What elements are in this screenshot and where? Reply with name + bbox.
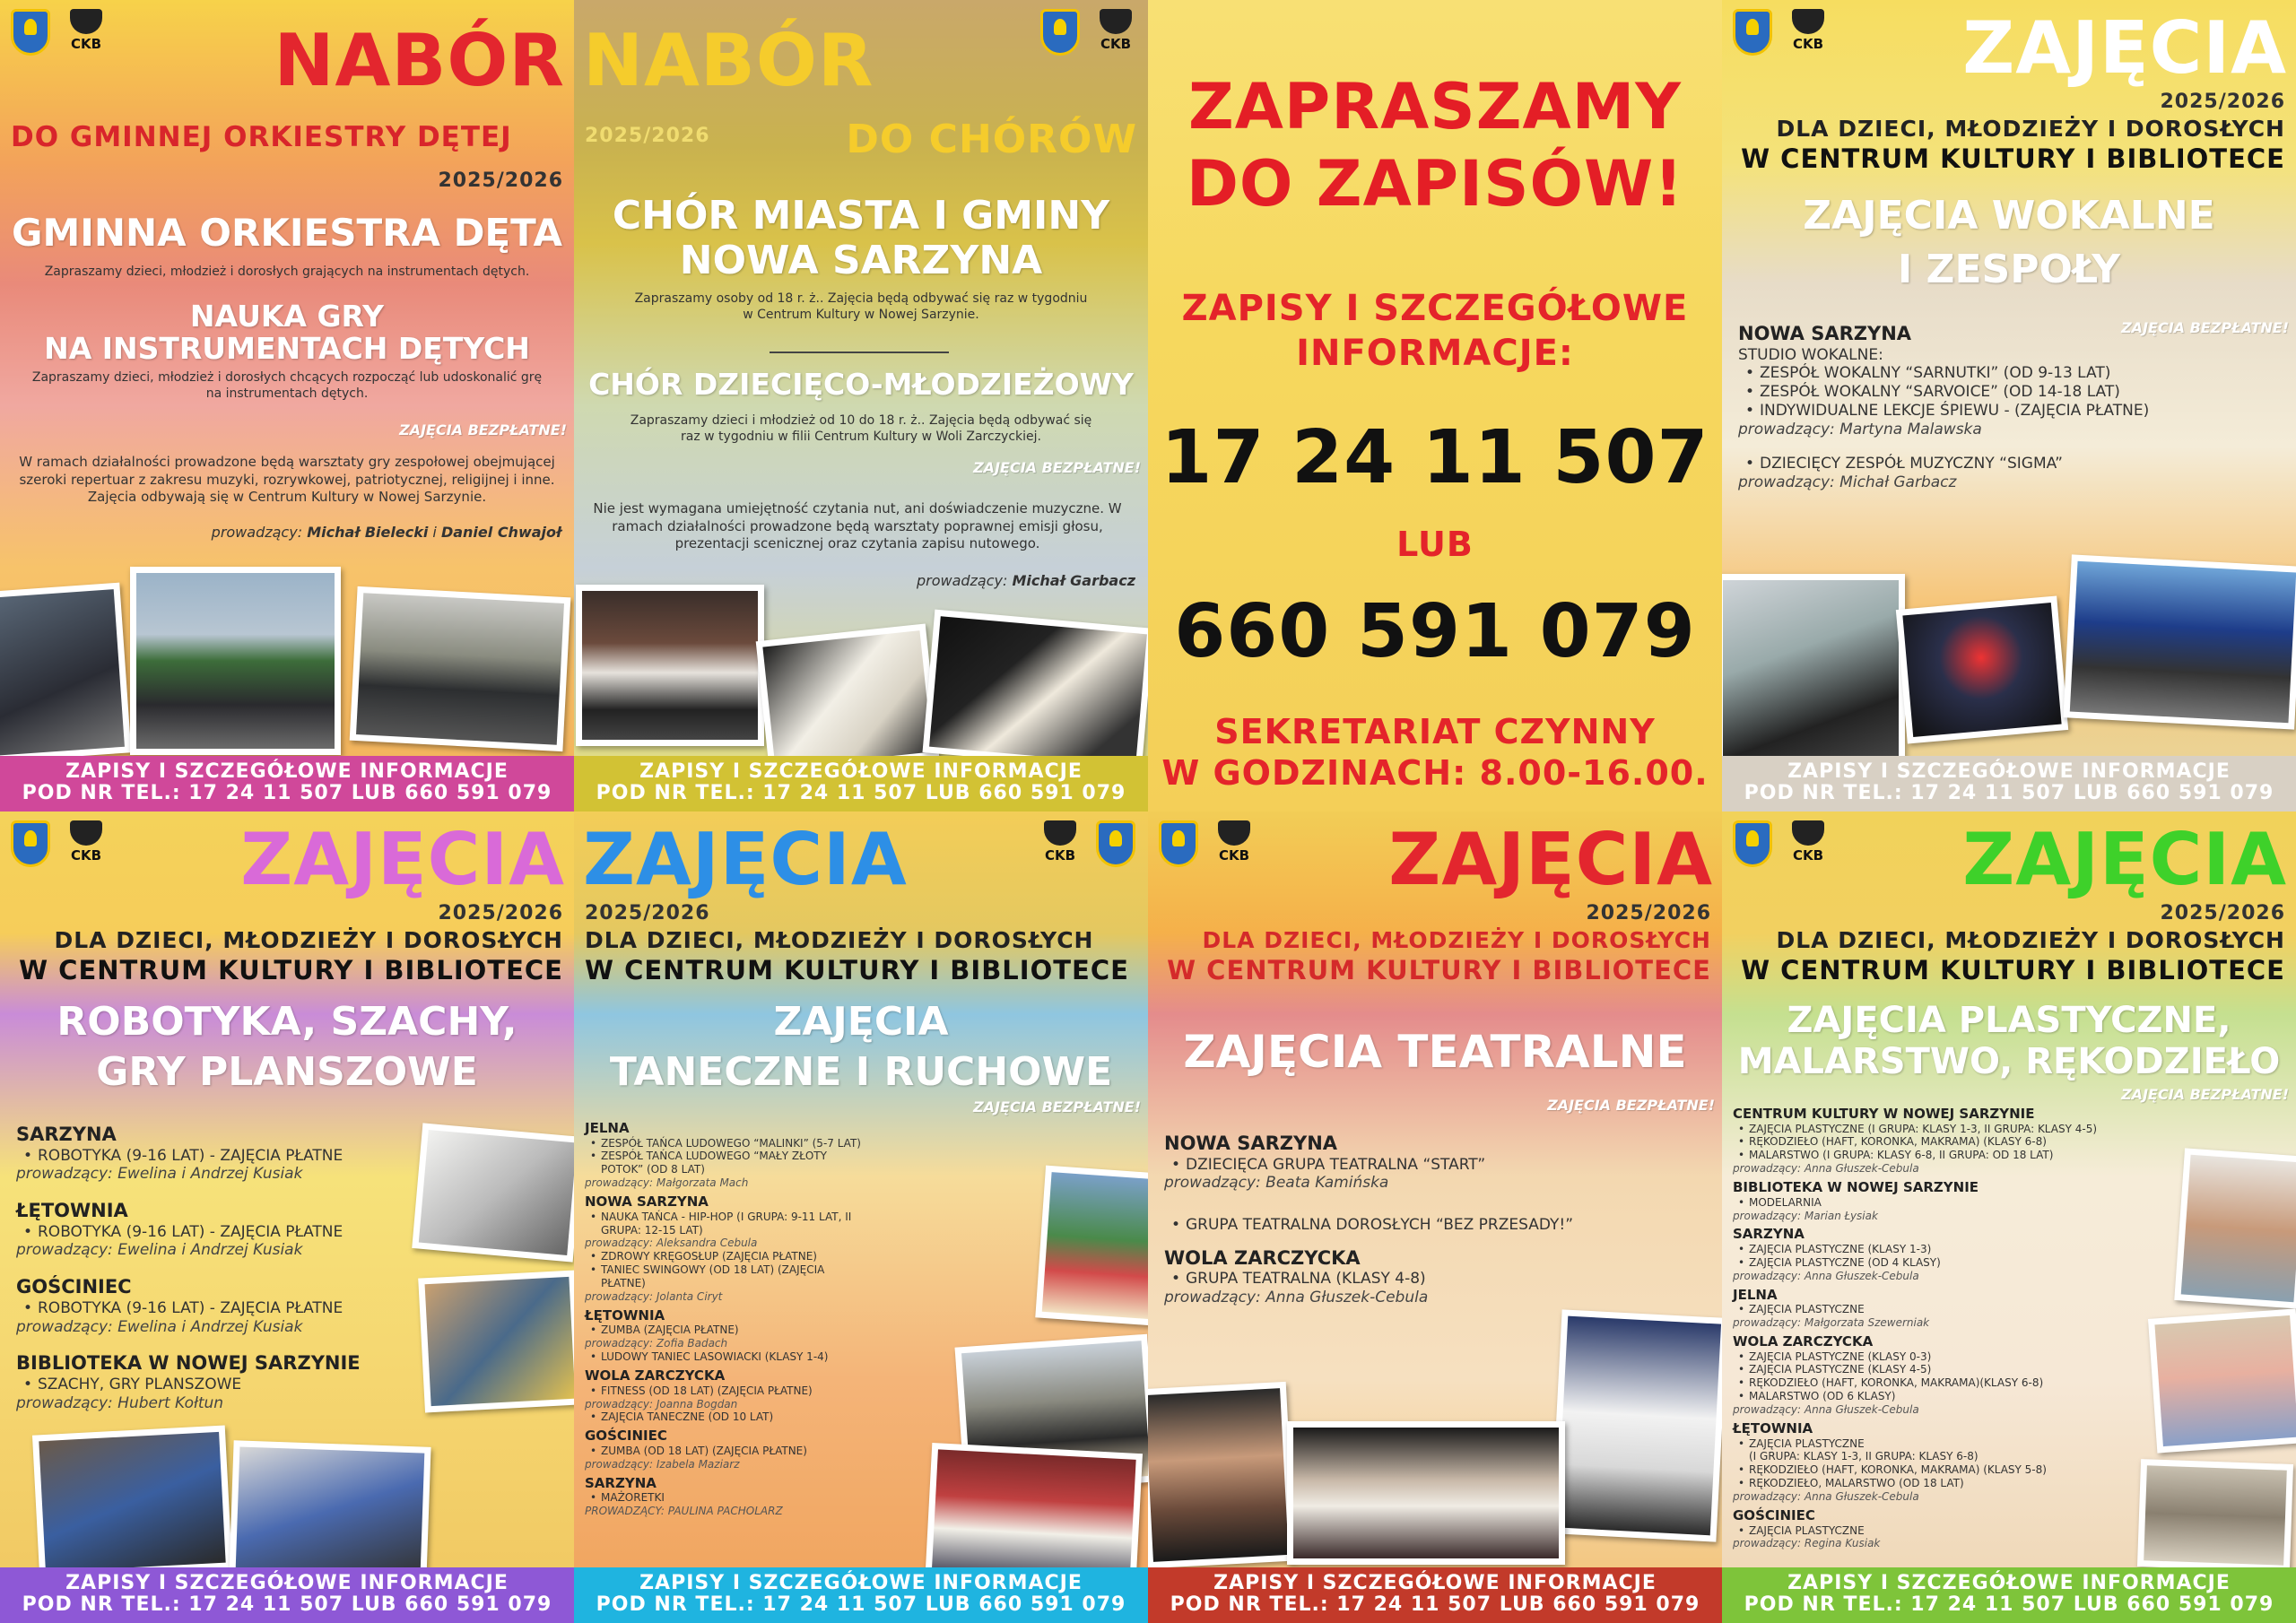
list-item: • ZAJĘCIA PLASTYCZNE	[1733, 1524, 2145, 1538]
place-heading: NOWA SARZYNA	[1738, 323, 1912, 344]
year: 2025/2026	[585, 902, 710, 924]
choir1-title2: NOWA SARZYNA	[679, 238, 1043, 283]
list-item: • TANIEC SWINGOWY (OD 18 LAT) (ZAJĘCIA PŁATNE)	[585, 1263, 872, 1290]
lead-text: prowadzący: Izabela Maziarz	[585, 1457, 740, 1471]
footer	[574, 1567, 1148, 1623]
band-title1: ZAJĘCIA WOKALNE	[1803, 193, 2215, 239]
footer-line2: POD NR TEL.: 17 24 11 507 LUB 660 591 079	[22, 782, 552, 805]
subtitle2: W CENTRUM KULTURY I BIBLIOTECE	[19, 955, 563, 985]
free-label: ZAJĘCIA BEZPŁATNE!	[973, 1098, 1141, 1115]
footer-line1: ZAPISY I SZCZEGÓŁOWE INFORMACJE	[1787, 1572, 2231, 1594]
dance-list	[585, 1116, 872, 1518]
year: 2025/2026	[585, 125, 710, 147]
lead-text: prowadzący: Anna Głuszek-Cebula	[1733, 1269, 1919, 1282]
poster-vocal	[1722, 0, 2296, 812]
list-item: • DZIECIĘCA GRUPA TEATRALNA “START”	[1164, 1156, 1573, 1175]
subtitle2: W CENTRUM KULTURY I BIBLIOTECE	[1741, 955, 2285, 985]
body-text: Nie jest wymagana umiejętność czytania nut, ani doświadczenie muzyczne. W ramach działalności prowadzone będą warsztaty poprawnej emisji głosu, prezentacji scenicznej oraz czytania zapisu nutowego.	[593, 500, 1122, 551]
poster-dance	[574, 812, 1148, 1623]
logos	[11, 820, 106, 867]
lead-text: prowadzący: Regina Kusiak	[1733, 1537, 1881, 1550]
page-title: ZAJĘCIA	[1962, 6, 2287, 90]
ckb-logo: CKB	[1096, 9, 1135, 56]
photo	[1287, 1421, 1565, 1565]
page-title: ZAJĘCIA	[240, 818, 565, 901]
body-text: W ramach działalności prowadzone będą warsztaty gry zespołowej obejmującej szeroki repertuar z zakresu muzyki, rozrywkowej, patriotycznej, religijnej i inne. Zajęcia odbywają się w Centrum Kultury w Nowej Sarzynie.	[19, 454, 555, 505]
ckb-logo: CKB	[1040, 820, 1080, 867]
crest-logo	[11, 9, 50, 56]
list-item: • ZESPÓŁ WOKALNY “SARVOICE” (OD 14-18 LAT)	[1738, 383, 2149, 402]
lead-text: prowadzący: Ewelina i Andrzej Kusiak	[16, 1165, 303, 1184]
lead-text: prowadzący: Aleksandra Cebula	[585, 1237, 758, 1250]
photo	[32, 1425, 232, 1578]
list-item: • RĘKODZIEŁO (HAFT, KORONKA, MAKRAMA)(KLASY 6-8)	[1733, 1376, 2145, 1390]
list-item: (I GRUPA: KLASY 1-3, II GRUPA: KLASY 6-8)	[1749, 1450, 1979, 1463]
choir1-text: Zapraszamy osoby od 18 r. ż.. Zajęcia będą odbywać się raz w tygodniu w Centrum Kultury w Nowej Sarzynie.	[634, 291, 1088, 323]
poster-invite	[1148, 0, 1722, 812]
lead-name: Michał Garbacz	[1012, 572, 1135, 589]
free-label: ZAJĘCIA BEZPŁATNE!	[399, 421, 567, 438]
year: 2025/2026	[438, 169, 563, 192]
list-item: • SZACHY, GRY PLANSZOWE	[16, 1376, 361, 1394]
ckb-logo: CKB	[1788, 9, 1828, 56]
place-heading: JELNA	[1733, 1286, 1778, 1303]
list-item: • RĘKODZIEŁO (HAFT, KORONKA, MAKRAMA) (KLASY 5-8)	[1733, 1463, 2145, 1477]
or-label: LUB	[1396, 525, 1474, 564]
place-heading: SARZYNA	[585, 1474, 657, 1491]
section-title: GMINNA ORKIESTRA DĘTA	[11, 211, 563, 255]
list-item: • MALARSTWO (OD 6 KLASY)	[1733, 1390, 2145, 1403]
section2-title2: NA INSTRUMENTACH DĘTYCH	[44, 331, 530, 366]
footer-line2: POD NR TEL.: 17 24 11 507 LUB 660 591 079	[22, 1593, 552, 1617]
year: 2025/2026	[1586, 902, 1711, 924]
subtitle1: DLA DZIECI, MŁODZIEŻY I DOROSŁYCH	[585, 927, 1094, 953]
list-item: • ROBOTYKA (9-16 LAT) - ZAJĘCIA PŁATNE	[16, 1223, 361, 1242]
page-title: NABÓR	[274, 19, 565, 102]
list-item: • MALARSTWO (I GRUPA: KLASY 6-8, II GRUPA: OD 18 LAT)	[1733, 1149, 2145, 1162]
list-item: • DZIECIĘCY ZESPÓŁ MUZYCZNY “SIGMA”	[1738, 455, 2149, 473]
photo	[2174, 1148, 2296, 1308]
photo	[1148, 1382, 1295, 1568]
footer	[1722, 756, 2296, 812]
list-item: • ROBOTYKA (9-16 LAT) - ZAJĘCIA PŁATNE	[16, 1299, 361, 1318]
page-title: ZAJĘCIA	[1962, 818, 2287, 901]
year: 2025/2026	[2160, 902, 2285, 924]
photo	[418, 1271, 574, 1413]
list-item: • MODELARNIA	[1733, 1196, 2145, 1210]
lead-text: prowadzący: Anna Głuszek-Cebula	[1733, 1490, 1919, 1504]
list-item: • MAŻORETKI	[585, 1491, 872, 1505]
photo	[130, 567, 341, 755]
logos	[1733, 820, 1828, 867]
photo	[756, 623, 940, 775]
place-heading: BIBLIOTEKA W NOWEJ SARZYNIE	[16, 1352, 361, 1375]
subtitle1: DLA DZIECI, MŁODZIEŻY I DOROSŁYCH	[1776, 116, 2285, 142]
year: 2025/2026	[2160, 91, 2285, 113]
lead-text: prowadzący: Ewelina i Andrzej Kusiak	[16, 1241, 303, 1260]
vocal-list	[1738, 316, 2149, 492]
footer	[1722, 1567, 2296, 1623]
subtitle2: W CENTRUM KULTURY I BIBLIOTECE	[1741, 143, 2285, 174]
photo	[576, 585, 764, 746]
footer-line2: POD NR TEL.: 17 24 11 507 LUB 660 591 079	[1170, 1593, 1700, 1617]
list-item: • ZESPÓŁ WOKALNY “SARNUTKI” (OD 9-13 LAT)	[1738, 364, 2149, 383]
subtitle1: DLA DZIECI, MŁODZIEŻY I DOROSŁYCH	[1202, 927, 1711, 953]
place-heading: SARZYNA	[16, 1124, 117, 1145]
footer	[1148, 1567, 1722, 1623]
info-line2: INFORMACJE:	[1296, 333, 1574, 374]
phone-1[interactable]: 17 24 11 507	[1161, 415, 1709, 500]
list-item: • ROBOTYKA (9-16 LAT) - ZAJĘCIA PŁATNE	[16, 1147, 361, 1166]
poster-choir	[574, 0, 1148, 812]
page-title: ZAJĘCIA	[1388, 818, 1713, 901]
photo	[922, 610, 1148, 772]
page-title: NABÓR	[583, 19, 874, 102]
lead-text: prowadzący: Joanna Bogdan	[585, 1397, 738, 1410]
list-item: • ZAJĘCIA PLASTYCZNE	[1733, 1303, 2145, 1316]
footer	[574, 756, 1148, 812]
lead-text: prowadzący: Anna Głuszek-Cebula	[1733, 1162, 1919, 1176]
page-title: ZAJĘCIA	[583, 818, 908, 901]
logos	[1040, 820, 1135, 867]
info-line1: ZAPISY I SZCZEGÓŁOWE	[1181, 288, 1689, 329]
band-title2: GRY PLANSZOWE	[96, 1049, 478, 1095]
lead-name: Michał Bielecki	[307, 524, 429, 541]
invite-title2: DO ZAPISÓW!	[1186, 147, 1684, 221]
crest-logo	[1733, 820, 1772, 867]
place-heading: ŁĘTOWNIA	[585, 1306, 665, 1324]
poster-orchestra	[0, 0, 574, 812]
logos	[11, 9, 106, 56]
lead-text: prowadzący: Anna Głuszek-Cebula	[1164, 1289, 1429, 1307]
hours-line1: SEKRETARIAT CZYNNY	[1214, 712, 1656, 751]
band-title2: I ZESPOŁY	[1897, 247, 2121, 292]
logos	[1733, 9, 1828, 56]
choir2-title: CHÓR DZIECIĘCO-MŁODZIEŻOWY	[588, 367, 1134, 402]
logos	[1040, 9, 1135, 56]
place-heading: JELNA	[585, 1120, 630, 1136]
photo	[2137, 1459, 2293, 1572]
place-heading: SARZYNA	[1733, 1226, 1805, 1243]
list-item: • LUDOWY TANIEC LASOWIACKI (KLASY 1-4)	[585, 1350, 872, 1364]
choir2-text: Zapraszamy dzieci i młodzież od 10 do 18 r. ż.. Zajęcia będą odbywać się raz w tygodniu w filii Centrum Kultury w Woli Zarczyckiej.	[630, 413, 1092, 445]
place-heading: CENTRUM KULTURY W NOWEJ SARZYNIE	[1733, 1106, 2035, 1122]
lead-text: prowadzący: Hubert Kołtun	[16, 1393, 224, 1412]
lead-text: prowadzący: Beata Kamińska	[1164, 1174, 1389, 1193]
band-title1: ZAJĘCIA PLASTYCZNE,	[1787, 1000, 2231, 1041]
photo	[412, 1123, 574, 1262]
crest-logo	[11, 820, 50, 867]
footer-line2: POD NR TEL.: 17 24 11 507 LUB 660 591 079	[1744, 1593, 2274, 1617]
photo	[2148, 1308, 2296, 1453]
photo	[1722, 574, 1905, 762]
invite-title1: ZAPRASZAMY	[1187, 70, 1682, 143]
ckb-logo: CKB	[66, 9, 106, 56]
lead-text: prowadzący: Michał Garbacz	[1738, 473, 1957, 492]
crest-logo	[1159, 820, 1198, 867]
photo	[1551, 1309, 1722, 1541]
list-item: • ZAJĘCIA PLASTYCZNE	[1733, 1437, 2145, 1451]
list-item: • INDYWIDUALNE LEKCJE ŚPIEWU - (ZAJĘCIA PŁATNE)	[1738, 402, 2149, 421]
list-item: • GRUPA TEATRALNA DOROSŁYCH “BEZ PRZESADY!”	[1164, 1216, 1573, 1235]
section2-title1: NAUKA GRY	[189, 299, 385, 334]
footer-line1: ZAPISY I SZCZEGÓŁOWE INFORMACJE	[1787, 760, 2231, 783]
photo	[1896, 595, 2068, 743]
list-item: • ZESPÓŁ TAŃCA LUDOWEGO “MALINKI” (5-7 LAT)	[585, 1137, 872, 1150]
place-heading: GOŚCINIEC	[585, 1428, 667, 1445]
art-list	[1733, 1102, 2145, 1550]
ckb-logo: CKB	[1788, 820, 1828, 867]
list-item: • GRUPA TEATRALNA (KLASY 4-8)	[1164, 1270, 1573, 1289]
lead-label: prowadzący:	[916, 572, 1008, 589]
lead-text: PROWADZĄCY: PAULINA PACHOLARZ	[585, 1505, 783, 1518]
footer-line2: POD NR TEL.: 17 24 11 507 LUB 660 591 079	[596, 1593, 1126, 1617]
free-label: ZAJĘCIA BEZPŁATNE!	[1547, 1097, 1715, 1114]
theatre-list	[1164, 1125, 1573, 1307]
photo	[350, 586, 571, 751]
poster-robotics	[0, 812, 574, 1623]
footer-line1: ZAPISY I SZCZEGÓŁOWE INFORMACJE	[639, 760, 1083, 783]
choir1-title1: CHÓR MIASTA I GMINY	[612, 193, 1110, 239]
band-title2: MALARSTWO, RĘKODZIEŁO	[1737, 1041, 2281, 1082]
subtitle2: W CENTRUM KULTURY I BIBLIOTECE	[585, 955, 1129, 985]
divider	[770, 352, 949, 353]
crest-logo	[1040, 9, 1080, 56]
place-heading: GOŚCINIEC	[1733, 1506, 1815, 1523]
subtitle: DO CHÓRÓW	[846, 117, 1137, 162]
photo	[229, 1440, 430, 1582]
place-heading: WOLA ZARCZYCKA	[1733, 1333, 1874, 1350]
lead-text: prowadzący: Ewelina i Andrzej Kusiak	[16, 1317, 303, 1336]
lead-text: prowadzący: Martyna Malawska	[1738, 420, 1982, 438]
subtitle: DO GMINNEJ ORKIESTRY DĘTEJ	[11, 121, 512, 153]
leaders	[917, 572, 1135, 589]
place-heading: WOLA ZARCZYCKA	[585, 1367, 726, 1384]
place-heading: NOWA SARZYNA	[585, 1193, 709, 1211]
lead-and: i	[432, 524, 437, 541]
footer-line2: POD NR TEL.: 17 24 11 507 LUB 660 591 079	[1744, 782, 2274, 805]
subtitle1: DLA DZIECI, MŁODZIEŻY I DOROSŁYCH	[54, 927, 563, 953]
lead-text: prowadzący: Małgorzata Mach	[585, 1176, 749, 1190]
list-item: • ZAJĘCIA PLASTYCZNE (KLASY 0-3)	[1733, 1350, 2145, 1364]
list-item: • ZAJĘCIA TANECZNE (OD 10 LAT)	[585, 1410, 872, 1424]
section2-text: Zapraszamy dzieci, młodzież i dorosłych chcących rozpocząć lub udoskonalić grę na instrumentach dętych.	[31, 370, 543, 402]
place-heading: GOŚCINIEC	[16, 1276, 132, 1298]
place-heading: NOWA SARZYNA	[1164, 1133, 1338, 1154]
lead-text: prowadzący: Jolanta Ciryt	[585, 1289, 723, 1303]
subtitle2: W CENTRUM KULTURY I BIBLIOTECE	[1167, 955, 1711, 985]
list-item: • ZAJĘCIA PLASTYCZNE (I GRUPA: KLASY 1-3, II GRUPA: KLASY 4-5)	[1733, 1123, 2145, 1136]
place-heading: ŁĘTOWNIA	[1733, 1419, 1813, 1436]
free-label: ZAJĘCIA BEZPŁATNE!	[2121, 1086, 2289, 1103]
footer-line1: ZAPISY I SZCZEGÓŁOWE INFORMACJE	[65, 1572, 509, 1594]
logos	[1159, 820, 1254, 867]
band-title: ZAJĘCIA TEATRALNE	[1183, 1026, 1687, 1078]
hours-line2: W GODZINACH: 8.00-16.00.	[1161, 753, 1709, 793]
list-item: • NAUKA TAŃCA - HIP-HOP (I GRUPA: 9-11 LAT, II GRUPA: 12-15 LAT)	[585, 1211, 872, 1237]
free-label: ZAJĘCIA BEZPŁATNE!	[973, 459, 1141, 476]
crest-logo	[1733, 9, 1772, 56]
section-text: Zapraszamy dzieci, młodzież i dorosłych grających na instrumentach dętych.	[44, 265, 530, 279]
lead-text: prowadzący: Zofia Badach	[585, 1337, 728, 1350]
photo	[0, 583, 131, 763]
year: 2025/2026	[438, 902, 563, 924]
poster-art	[1722, 812, 2296, 1623]
footer	[0, 756, 574, 812]
ckb-logo: CKB	[66, 820, 106, 867]
band-title1: ROBOTYKA, SZACHY,	[57, 999, 517, 1045]
photo	[1035, 1166, 1148, 1328]
list-item: • ZAJĘCIA PLASTYCZNE (KLASY 4-5)	[1733, 1363, 2145, 1376]
footer-line1: ZAPISY I SZCZEGÓŁOWE INFORMACJE	[639, 1572, 1083, 1594]
photo	[2063, 554, 2296, 729]
list-item: • RĘKODZIEŁO (HAFT, KORONKA, MAKRAMA) (KLASY 6-8)	[1733, 1135, 2145, 1149]
list-item: • RĘKODZIEŁO, MALARSTWO (OD 18 LAT)	[1733, 1477, 2145, 1490]
studio-label: STUDIO WOKALNE:	[1738, 345, 1883, 364]
lead-text: prowadzący: Małgorzata Szewerniak	[1733, 1316, 1930, 1330]
lead-name: Daniel Chwajoł	[440, 524, 561, 541]
place-heading: WOLA ZARCZYCKA	[1164, 1246, 1361, 1269]
lead-text: prowadzący: Marian Łysiak	[1733, 1209, 1878, 1222]
list-item: • FITNESS (OD 18 LAT) (ZAJĘCIA PŁATNE)	[585, 1384, 872, 1398]
band-title1: ZAJĘCIA	[773, 999, 949, 1045]
list-item: • ZAJĘCIA PLASTYCZNE (KLASY 1-3)	[1733, 1243, 2145, 1256]
band-title2: TANECZNE I RUCHOWE	[609, 1049, 1113, 1095]
list-item: • ZUMBA (ZAJĘCIA PŁATNE)	[585, 1324, 872, 1337]
phone-2[interactable]: 660 591 079	[1174, 589, 1696, 674]
list-item: • ZAJĘCIA PLASTYCZNE (OD 4 KLASY)	[1733, 1256, 2145, 1270]
crest-logo	[1096, 820, 1135, 867]
poster-theatre	[1148, 812, 1722, 1623]
robotics-list	[16, 1116, 361, 1412]
lead-text: prowadzący: Anna Głuszek-Cebula	[1733, 1403, 1919, 1417]
list-item: • ZDROWY KRĘGOSŁUP (ZAJĘCIA PŁATNE)	[585, 1250, 872, 1263]
leaders	[212, 524, 561, 541]
footer-line1: ZAPISY I SZCZEGÓŁOWE INFORMACJE	[65, 760, 509, 783]
lead-label: prowadzący:	[211, 524, 303, 541]
list-item: • ZUMBA (OD 18 LAT) (ZAJĘCIA PŁATNE)	[585, 1445, 872, 1458]
footer-line1: ZAPISY I SZCZEGÓŁOWE INFORMACJE	[1213, 1572, 1657, 1594]
free-label: ZAJĘCIA BEZPŁATNE!	[2121, 319, 2289, 336]
list-item: • ZESPÓŁ TAŃCA LUDOWEGO “MAŁY ZŁOTY POTOK” (OD 8 LAT)	[585, 1150, 872, 1176]
footer-line2: POD NR TEL.: 17 24 11 507 LUB 660 591 079	[596, 782, 1126, 805]
place-heading: BIBLIOTEKA W NOWEJ SARZYNIE	[1733, 1179, 1979, 1196]
ckb-logo: CKB	[1214, 820, 1254, 867]
footer	[0, 1567, 574, 1623]
subtitle1: DLA DZIECI, MŁODZIEŻY I DOROSŁYCH	[1776, 927, 2285, 953]
place-heading: ŁĘTOWNIA	[16, 1200, 128, 1222]
